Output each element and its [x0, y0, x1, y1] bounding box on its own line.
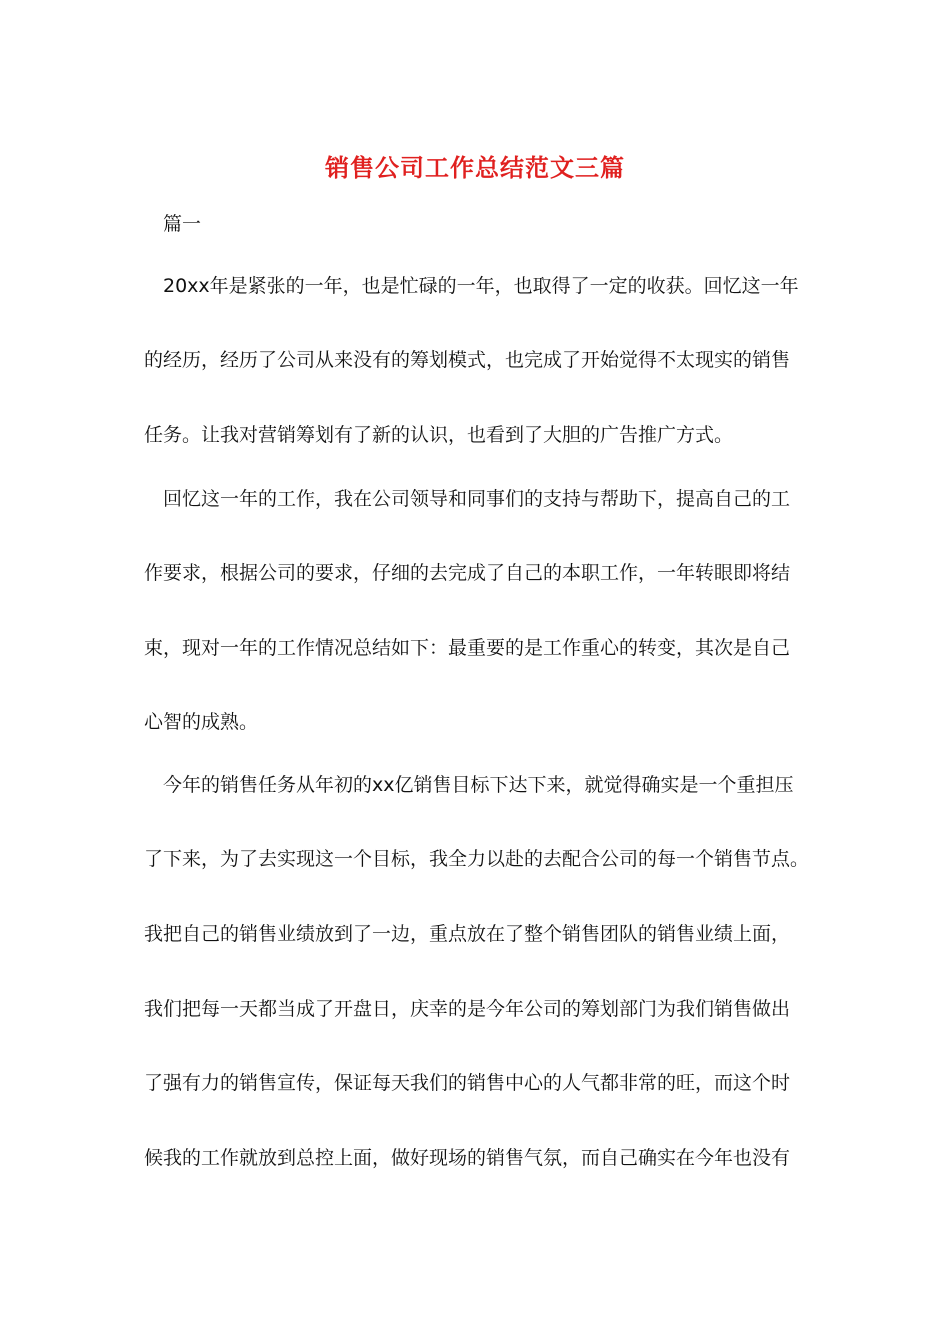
paragraph-line: 的经历，经历了公司从来没有的筹划模式，也完成了开始觉得不太现实的销售	[144, 349, 791, 371]
section-heading: 篇一	[163, 213, 202, 235]
paragraph-line: 了强有力的销售宣传，保证每天我们的销售中心的人气都非常的旺，而这个时	[144, 1072, 791, 1094]
paragraph-line: 20xx年是紧张的一年，也是忙碌的一年，也取得了一定的收获。回忆这一年	[163, 275, 799, 297]
paragraph-line: 我们把每一天都当成了开盘日，庆幸的是今年公司的筹划部门为我们销售做出	[144, 998, 791, 1020]
paragraph-line: 候我的工作就放到总控上面，做好现场的销售气氛，而自己确实在今年也没有	[144, 1147, 791, 1169]
paragraph-line: 我把自己的销售业绩放到了一边，重点放在了整个销售团队的销售业绩上面，	[144, 923, 791, 945]
paragraph-line: 回忆这一年的工作，我在公司领导和同事们的支持与帮助下，提高自己的工	[163, 488, 791, 510]
paragraph-line: 束，现对一年的工作情况总结如下：最重要的是工作重心的转变，其次是自己	[144, 637, 791, 659]
paragraph-line: 任务。让我对营销筹划有了新的认识，也看到了大胆的广告推广方式。	[144, 424, 734, 446]
paragraph-line: 了下来，为了去实现这一个目标，我全力以赴的去配合公司的每一个销售节点。	[144, 848, 809, 870]
paragraph-line: 作要求，根据公司的要求，仔细的去完成了自己的本职工作，一年转眼即将结	[144, 562, 791, 584]
paragraph-line: 今年的销售任务从年初的xx亿销售目标下达下来，就觉得确实是一个重担压	[163, 774, 794, 796]
paragraph-line: 心智的成熟。	[144, 711, 259, 733]
document-title: 销售公司工作总结范文三篇	[325, 154, 625, 182]
